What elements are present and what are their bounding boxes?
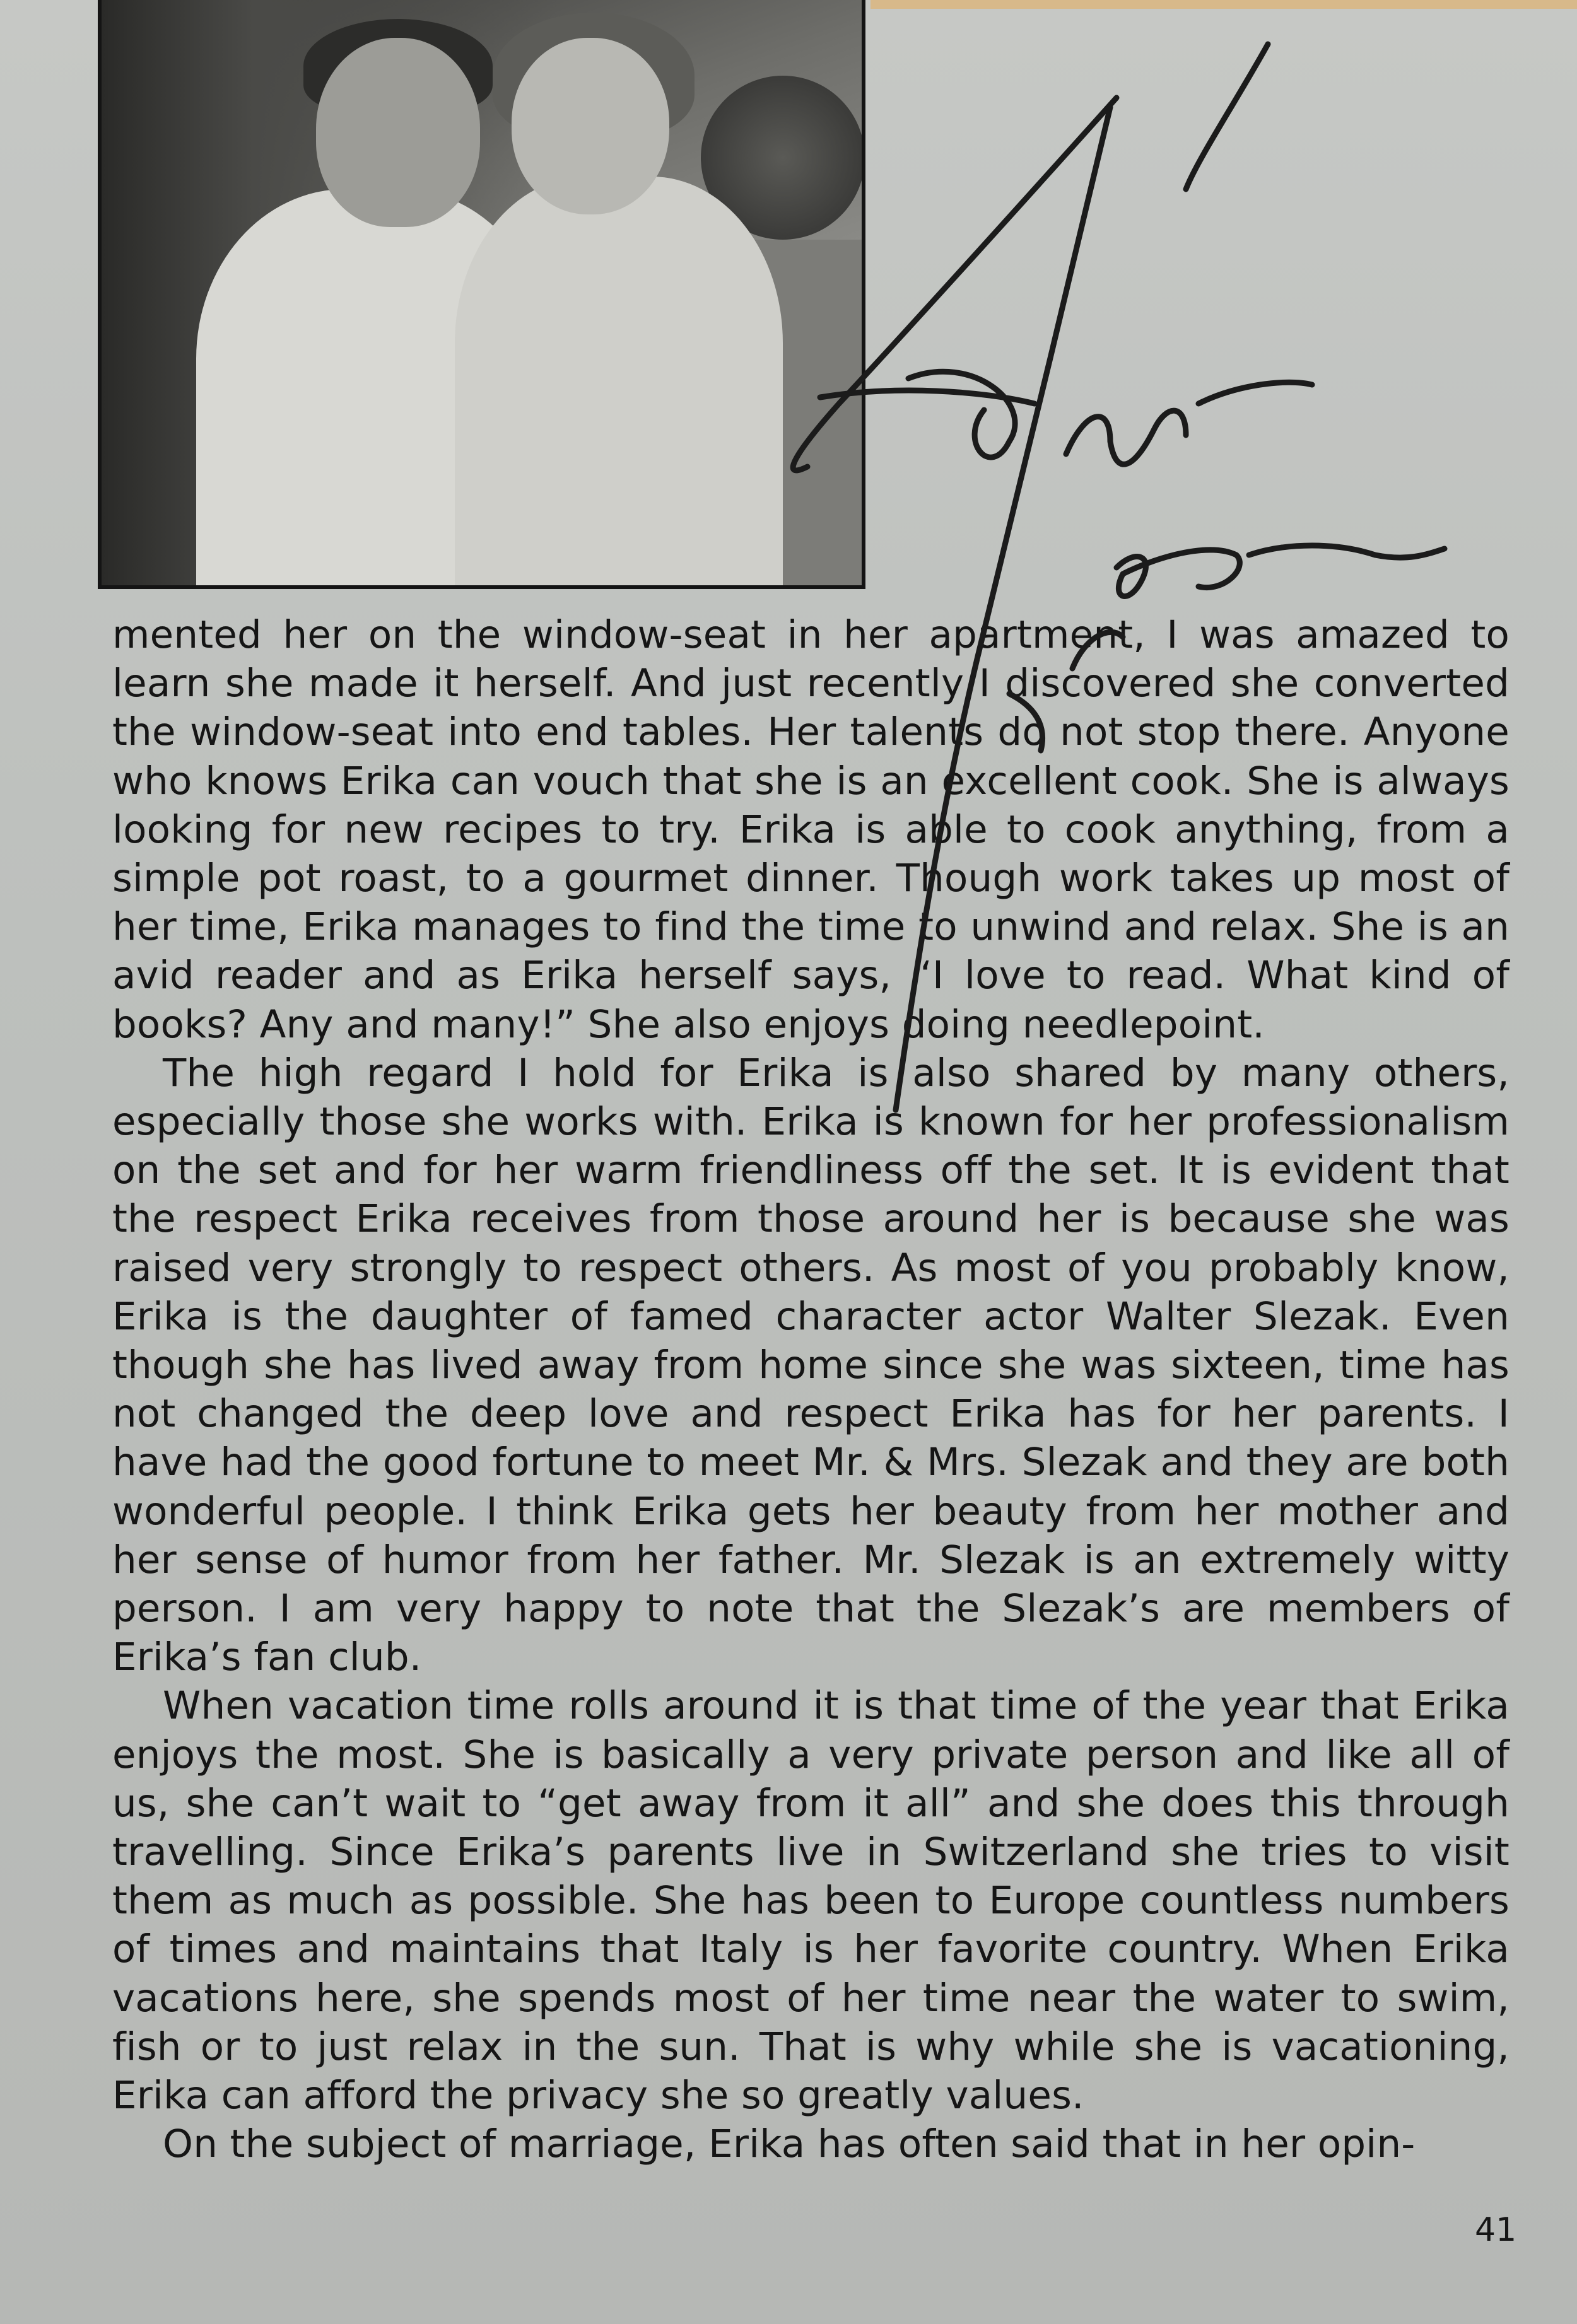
article-paragraph: The high regard I hold for Erika is also shared by many others, especially those she works with. Erika is known for her professionalism on the set and for her warm friendliness off the set. It is evident that the respect Erika receives from those around her is because she was raised very strongly to respect others. As most of you probably know, Erika is the daughter of famed character actor Walter Slezak. Even though she has lived away from home since she was sixteen, time has not changed the deep love and respect Erika has for her parents. I have had the good fortune to meet Mr. & Mrs. Slezak and they are both wonderful people. I think Erika gets her beauty from her mother and her sense of humor from her father. Mr. Slezak is an extremely witty person. I am very happy to note that the Slezak’s are members of Erika’s fan club.	[112, 1050, 1510, 1680]
article-paragraph: mented her on the window-seat in her apartment, I was amazed to learn she made it herself. And just recently I discovered she converted the window-seat into end tables. Her talents do not stop there. Anyone who knows Erika can vouch that she is an excellent cook. She is always looking for new recipes to try. Erika is able to cook anything, from a simple pot roast, to a gourmet dinner. Though work takes up most of her time, Erika manages to find the time to unwind and relax. She is an avid reader and as Erika herself says, “I love to read. What kind of books? Any and many!” She also enjoys doing needlepoint.	[112, 612, 1510, 1047]
page-edge	[871, 0, 1577, 9]
article-paragraph: When vacation time rolls around it is that time of the year that Erika enjoys the most. She is basically a very private person and like all of us, she can’t wait to “get away from it all” and she does this through travelling. Since Erika’s parents live in Switzerland she tries to visit them as much as possible. She has been to Europe countless numbers of times and maintains that Italy is her favorite country. When Erika vacations here, she spends most of her time near the water to swim, fish or to just relax in the sun. That is why while she is vacationing, Erika can afford the privacy she so greatly values.	[112, 1683, 1510, 2118]
photo-woman	[455, 177, 783, 589]
article-paragraph: On the subject of marriage, Erika has often said that in her opin-	[163, 2122, 1416, 2167]
photo-man-face	[316, 38, 480, 227]
page-number: 41	[1475, 2211, 1517, 2249]
article-photo	[98, 0, 865, 589]
article-body	[112, 610, 1510, 2169]
photo-woman-face	[512, 38, 669, 214]
